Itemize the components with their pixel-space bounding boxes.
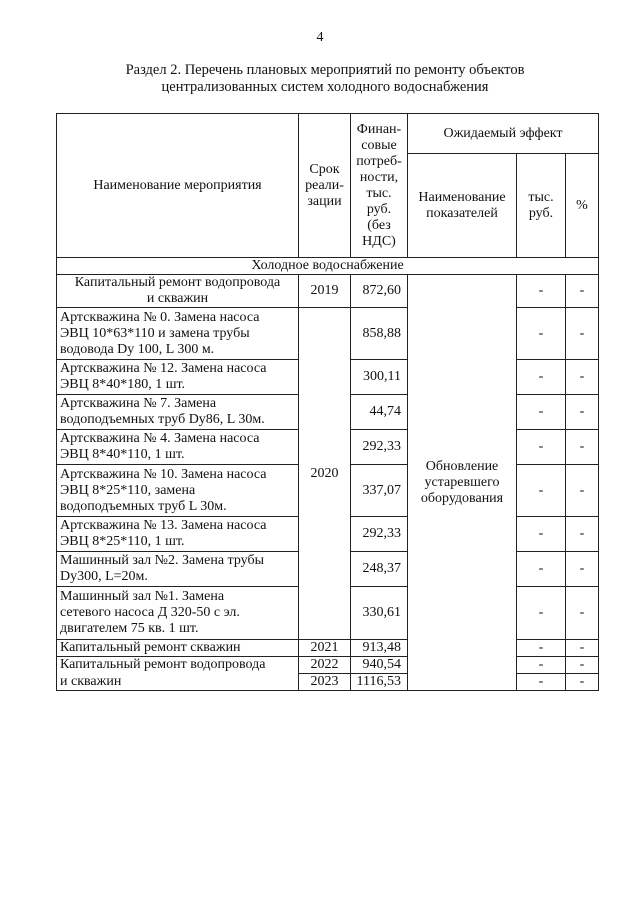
table-row-name (57, 517, 299, 552)
table-row-amount: 330,61 (351, 587, 408, 640)
table-row-pct: - (566, 640, 599, 657)
header-indicators (408, 154, 517, 258)
row-name-line: ЭВЦ 8*40*180, 1 шт. (60, 377, 186, 392)
row-name-line: сетевого насоса Д 320-50 с эл. (60, 605, 240, 620)
row-name-line: водоподъемных труб Dy86, L 30м. (60, 412, 265, 427)
table-row-pct: - (566, 674, 599, 691)
table-row-amount: 44,74 (351, 395, 408, 430)
row-name-line: Артскважина № 0. Замена насоса (60, 309, 260, 325)
header-finance-line: потреб- (356, 153, 402, 169)
header-rub-line: тыс. (528, 189, 554, 205)
table-row-pct: - (566, 275, 599, 308)
heading-line-2: централизованных систем холодного водоснабжения (161, 79, 489, 95)
row-name-line: Капитальный ремонт скважин (60, 640, 241, 655)
row-name-line: Артскважина № 12. Замена насоса (60, 361, 267, 376)
row-name-line: Артскважина № 4. Замена насоса (60, 431, 260, 446)
row-name-line: Машинный зал №1. Замена (60, 589, 225, 604)
row-name-line: и скважин (146, 291, 209, 306)
table-row-name (57, 395, 299, 430)
row-name-line: Dy300, L=20м. (60, 569, 148, 584)
term-merged-2020: 2020 (299, 308, 351, 640)
row-name-line: ЭВЦ 8*25*110, 1 шт. (60, 534, 185, 549)
effect-line: Обновление (425, 458, 499, 474)
table-row-rub: - (517, 640, 566, 657)
effect-line: устаревшего (424, 474, 500, 490)
header-term-line: Срок (309, 161, 340, 177)
row-name-line: ЭВЦ 8*25*110, замена (60, 482, 196, 498)
table-row-rub: - (517, 517, 566, 552)
table-row-amount: 1116,53 (351, 674, 408, 691)
table-row-rub: - (517, 587, 566, 640)
table-row-rub: - (517, 360, 566, 395)
table-row-name (57, 657, 299, 674)
table-row-rub: - (517, 674, 566, 691)
row-name-line: водовода Dy 100, L 300 м. (60, 341, 215, 357)
table-row-name (57, 430, 299, 465)
table-row-amount: 858,88 (351, 308, 408, 360)
row-name-line: ЭВЦ 10*63*110 и замена трубы (60, 325, 250, 341)
table-row-pct: - (566, 657, 599, 674)
header-term-line: реали- (305, 177, 344, 193)
table-row-term: 2021 (299, 640, 351, 657)
table-row-amount: 292,33 (351, 517, 408, 552)
effect-merged-cell (408, 275, 517, 691)
header-term-line: зации (307, 193, 342, 209)
row-name-line: ЭВЦ 8*40*110, 1 шт. (60, 447, 185, 462)
table-row-amount: 913,48 (351, 640, 408, 657)
table-row-amount: 292,33 (351, 430, 408, 465)
table-row-name (57, 360, 299, 395)
row-name-line: Капитальный ремонт водопровода (74, 275, 281, 290)
row-name-line: водоподъемных труб L 30м. (60, 498, 227, 514)
header-finance-line: НДС) (362, 233, 396, 249)
header-thousand-rub (517, 154, 566, 258)
table-row-rub: - (517, 430, 566, 465)
header-indicators-line: Наименование (418, 189, 506, 205)
heading-line-1: Раздел 2. Перечень плановых мероприятий по ремонту объектов (125, 62, 525, 78)
plan-table (56, 113, 599, 691)
table-row-pct: - (566, 517, 599, 552)
table-row-amount: 872,60 (351, 275, 408, 308)
table-row-name (57, 587, 299, 640)
table-row-amount: 940,54 (351, 657, 408, 674)
table-row-name (57, 640, 299, 657)
section-title: Холодное водоснабжение (57, 258, 599, 275)
header-finance-line: Финан- (356, 121, 402, 137)
header-finance-line: (без (367, 217, 391, 233)
table-row-pct: - (566, 360, 599, 395)
header-finance-line: руб. (366, 201, 392, 217)
row-name-line: двигателем 75 кв. 1 шт. (60, 621, 199, 636)
table-row-name (57, 308, 299, 360)
table-row-rub: - (517, 275, 566, 308)
table-row-pct: - (566, 587, 599, 640)
table-row-pct: - (566, 395, 599, 430)
header-rub-line: руб. (528, 205, 554, 221)
header-name: Наименование мероприятия (57, 114, 299, 258)
table-row-term: 2023 (299, 674, 351, 691)
header-indicators-line: показателей (426, 205, 498, 221)
header-finance-line: тыс. (366, 185, 392, 201)
table-row-rub: - (517, 395, 566, 430)
table-row-term: 2022 (299, 657, 351, 674)
table-row-pct: - (566, 552, 599, 587)
header-term (299, 114, 351, 258)
section-heading (60, 62, 590, 96)
row-name-line: Машинный зал №2. Замена трубы (60, 553, 264, 568)
row-name-line: Артскважина № 7. Замена (60, 396, 217, 411)
effect-line: оборудования (420, 490, 504, 506)
table-row-name (57, 674, 299, 691)
table-row-amount: 300,11 (351, 360, 408, 395)
page-number: 4 (316, 30, 324, 45)
header-finance (351, 114, 408, 258)
header-effect: Ожидаемый эффект (408, 114, 599, 154)
table-row-name (57, 465, 299, 517)
table-row-rub: - (517, 308, 566, 360)
header-finance-line: ности, (359, 169, 399, 185)
table-row-name (57, 552, 299, 587)
table-row-amount: 248,37 (351, 552, 408, 587)
row-name-line: Артскважина № 10. Замена насоса (60, 466, 267, 482)
table-row-amount: 337,07 (351, 465, 408, 517)
table-row-rub: - (517, 657, 566, 674)
table-row-rub: - (517, 465, 566, 517)
table-row-name (57, 275, 299, 308)
table-row-pct: - (566, 465, 599, 517)
row-name-line: Артскважина № 13. Замена насоса (60, 518, 267, 533)
table-row-pct: - (566, 308, 599, 360)
table-row-term: 2019 (299, 275, 351, 308)
header-percent: % (566, 154, 599, 258)
row-name-line: Капитальный ремонт водопровода (60, 657, 266, 673)
table-row-rub: - (517, 552, 566, 587)
table-row-pct: - (566, 430, 599, 465)
header-finance-line: совые (361, 137, 397, 153)
row-name-line: и скважин (60, 673, 122, 689)
